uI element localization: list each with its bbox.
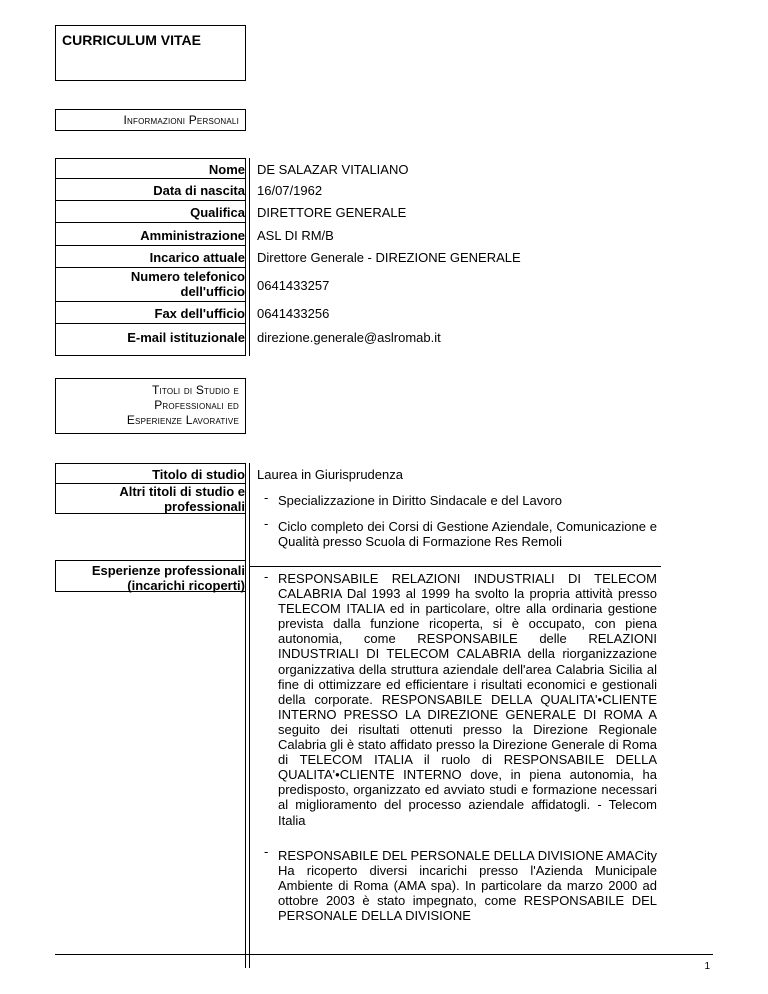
row-line <box>55 158 246 159</box>
cv-title-box <box>55 25 246 81</box>
esperienze-item-1: RESPONSABILE RELAZIONI INDUSTRIALI DI TELECOM CALABRIA Dal 1993 al 1999 ha svolto la propria attività presso TELECOM ITALIA ed in particolare, oltre alla ordinaria gestione prevista dalla funzione ricoperta, si è occupato, con piena autonomia, come RESPONSABILE delle RELAZIONI INDUSTRIALI DI TELECOM CALABRIA della riorganizzazione organizzativa della struttura aziendale dell'area Calabria Sicilia al fine di ottimizzare ed efficientare i risultati economici e gestionali della corporate. RESPONSABILE DELLA QUALITA'•CLIENTE INTERNO PRESSO LA DIREZIONE GENERALE DI ROMA A seguito dei risultati ottenuti presso la Direzione Regionale Calabria gli è stato affidato presso la Direzione Generale di Roma di TELECOM ITALIA il ruolo di RESPONSABILE DELLA QUALITA'•CLIENTE INTERNO dove, in piena autonomia, ha predisposto, organizzato ed avviato studi e formazione necessari al miglioramento del processo aziendale affidatogli. - Telecom Italia <box>278 571 657 828</box>
altri-item-1: Specializzazione in Diritto Sindacale e del Lavoro <box>278 493 562 508</box>
altri-item-2: Ciclo completo dei Corsi di Gestione Aziendale, Comunicazione e Qualità presso Scuola di Formazione Res Remoli <box>278 519 657 550</box>
section-personal-box <box>55 109 246 131</box>
row-line <box>55 178 246 179</box>
value-titolo: Laurea in Giurisprudenza <box>257 467 403 482</box>
value-data-nascita: 16/07/1962 <box>257 183 323 198</box>
section-personal-label: Informazioni Personali <box>123 113 239 127</box>
value-nome: DE SALAZAR VITALIANO <box>257 162 409 177</box>
row-line <box>55 560 246 561</box>
label-altri-1: Altri titoli di studio e <box>119 484 245 499</box>
row-line <box>55 200 246 201</box>
label-telefono: Numero telefonico <box>130 269 245 284</box>
bullet-dash: - <box>264 516 269 531</box>
label-titolo: Titolo di studio <box>152 467 245 482</box>
section-titoli-label <box>127 383 239 428</box>
row-line <box>55 355 246 356</box>
value-email: direzione.generale@aslromab.it <box>257 330 441 345</box>
cv-title: CURRICULUM VITAE <box>62 32 201 48</box>
value-fax: 0641433256 <box>257 306 330 321</box>
titoli-mid-border-2 <box>249 463 250 968</box>
titoli-left-border <box>55 463 56 513</box>
label-fax: Fax dell'ufficio <box>154 306 245 321</box>
bullet-dash: - <box>264 569 269 584</box>
label-altri-2: professionali <box>164 499 245 514</box>
value-incarico: Direttore Generale - DIREZIONE GENERALE <box>257 250 521 265</box>
row-line <box>249 566 661 567</box>
titoli-mid-border <box>245 463 246 968</box>
section-titoli-line-3: Esperienze Lavorative <box>126 413 239 427</box>
value-telefono: 0641433257 <box>257 278 330 293</box>
label-qualifica: Qualifica <box>190 205 245 220</box>
row-line <box>55 301 246 302</box>
section-titoli-box <box>55 378 246 434</box>
bullet-dash: - <box>264 490 269 505</box>
row-line <box>55 267 246 268</box>
table-left-border <box>55 158 56 356</box>
page-number: 1 <box>704 961 710 972</box>
label-incarico: Incarico attuale <box>149 250 245 265</box>
bullet-dash: - <box>264 844 269 859</box>
table-mid-border <box>245 158 246 356</box>
label-telefono-2: dell'ufficio <box>180 284 245 299</box>
label-esperienze-1: Esperienze professionali <box>91 563 245 578</box>
table-mid-border-2 <box>249 158 250 356</box>
label-esperienze-2: (incarichi ricoperti) <box>127 578 245 593</box>
section-titoli-line-1: Titoli di Studio e <box>151 383 239 397</box>
titoli-left-border-2 <box>55 560 56 591</box>
value-amministrazione: ASL DI RM/B <box>257 228 334 243</box>
value-qualifica: DIRETTORE GENERALE <box>257 205 407 220</box>
label-data-nascita: Data di nascita <box>153 183 245 198</box>
row-line <box>55 323 246 324</box>
row-line <box>55 222 246 223</box>
row-line <box>55 463 246 464</box>
label-amministrazione: Amministrazione <box>140 228 245 243</box>
row-line <box>55 245 246 246</box>
label-email: E-mail istituzionale <box>127 330 245 345</box>
section-titoli-line-2: Professionali ed <box>154 398 239 412</box>
esperienze-item-2: RESPONSABILE DEL PERSONALE DELLA DIVISIONE AMACity Ha ricoperto diversi incarichi presso l'Azienda Municipale Ambiente di Roma (AMA spa). In particolare da marzo 2000 ad ottobre 2003 è stato impegnato, come RESPONSABILE DEL PERSONALE DELLA DIVISIONE <box>278 848 657 924</box>
label-nome: Nome <box>208 162 245 177</box>
footer-line <box>55 954 713 955</box>
